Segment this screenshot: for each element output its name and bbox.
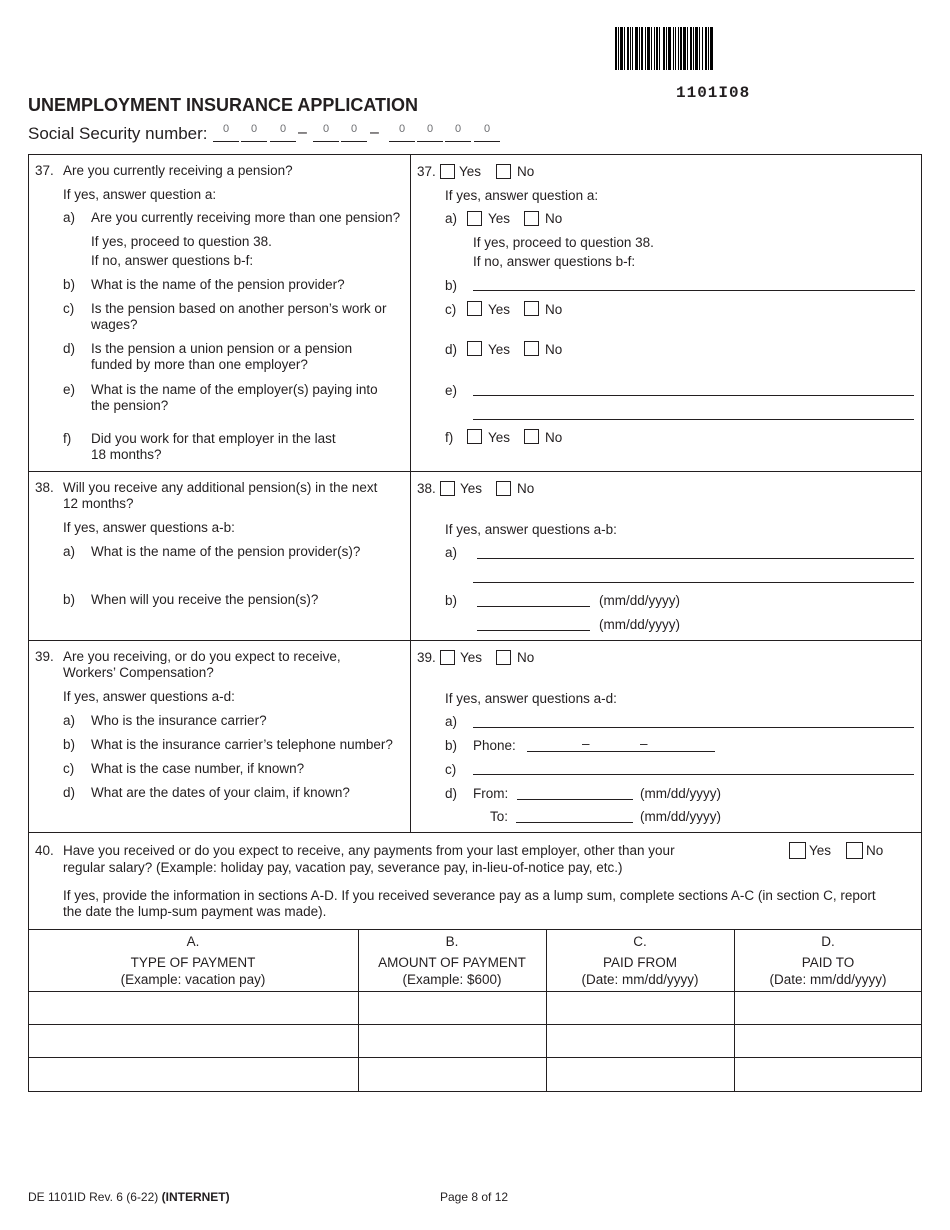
sub-letter: d) [63,785,76,800]
paid-to-cell[interactable] [735,992,921,1024]
q37f-no-checkbox[interactable] [524,429,539,444]
q37d-no-checkbox[interactable] [524,341,539,356]
ssn-digit[interactable]: 0 [389,123,415,142]
column-hint: (Date: mm/dd/yyyy) [581,972,699,987]
paid-to-cell[interactable] [735,1025,921,1057]
column-title: TYPE OF PAYMENT [130,955,256,970]
ssn-label: Social Security number: [28,124,208,143]
instruction: the date the lump-sum payment was made). [63,904,327,919]
paid-to-cell[interactable] [735,1058,921,1091]
sub-letter: e) [63,382,76,397]
yes-label: Yes [459,164,482,179]
column-header-amount [358,933,546,988]
q38a-pension-provider-input-line2[interactable] [473,582,914,583]
type-of-payment-cell[interactable] [29,992,358,1024]
q37a-yes-checkbox[interactable] [467,211,482,226]
q37-no-checkbox[interactable] [496,164,511,179]
date-format-hint: (mm/dd/yyyy) [599,593,680,608]
divider [28,471,922,472]
q37-yes-checkbox[interactable] [440,164,455,179]
no-label: No [545,430,563,445]
sub-letter: a) [63,210,76,225]
sub-letter: d) [445,342,458,357]
sub-question: When will you receive the pension(s)? [91,592,319,607]
question-text: Will you receive any additional pension(s) in the next [63,480,378,495]
note: If yes, proceed to question 38. [91,234,272,249]
column-header-paid-from [546,933,734,988]
q39-no-checkbox[interactable] [496,650,511,665]
footer-form-number [28,1190,230,1204]
form-number: DE 1101ID Rev. 6 (6-22) [28,1190,159,1204]
amount-cell[interactable] [359,1025,546,1057]
to-label: To: [490,809,509,824]
channel-label: (INTERNET) [161,1190,230,1204]
sub-letter: e) [445,383,458,398]
ssn-digit[interactable]: 0 [474,123,500,142]
question-number: 40. [35,843,54,858]
phone-separator: – [582,736,590,751]
type-of-payment-cell[interactable] [29,1058,358,1091]
no-label: No [866,843,884,858]
sub-question: funded by more than one employer? [91,357,308,372]
note: If yes, proceed to question 38. [473,235,654,250]
page-title: UNEMPLOYMENT INSURANCE APPLICATION [28,95,419,115]
sub-letter: a) [63,713,76,728]
question-number: 37. [417,164,436,179]
instruction: If yes, answer question a: [445,188,599,203]
sub-letter: c) [63,761,75,776]
sub-letter: a) [445,211,458,226]
question-number: 38. [35,480,54,495]
sub-question: What are the dates of your claim, if known? [91,785,350,800]
q39d-from-date-input[interactable] [517,799,633,800]
sub-question: Did you work for that employer in the last [91,431,336,446]
sub-letter: b) [63,277,76,292]
note: If no, answer questions b-f: [91,253,254,268]
question-text: Have you received or do you expect to receive, any payments from your last employer, other than your [63,843,675,858]
yes-label: Yes [809,843,832,858]
ssn-digit[interactable]: 0 [313,123,339,142]
sub-letter: b) [63,592,76,607]
instruction: If yes, answer question a: [63,187,217,202]
q37e-employer-input-line2[interactable] [473,419,914,420]
q40-yes-checkbox[interactable] [789,842,806,859]
yes-label: Yes [460,481,483,496]
q37b-pension-provider-input[interactable] [473,290,915,291]
column-title: PAID FROM [603,955,677,970]
divider [28,640,922,641]
date-format-hint: (mm/dd/yyyy) [599,617,680,632]
column-letter: B. [445,934,459,949]
no-label: No [517,481,535,496]
sub-question: What is the name of the employer(s) paying into [91,382,378,397]
q38a-pension-provider-input[interactable] [477,558,914,559]
amount-cell[interactable] [359,992,546,1024]
column-title: PAID TO [801,955,855,970]
sub-question: Is the pension a union pension or a pension [91,341,353,356]
sub-question: What is the name of the pension provider(s)? [91,544,361,559]
divider [28,832,922,833]
q38-no-checkbox[interactable] [496,481,511,496]
instruction: If yes, answer questions a-d: [445,691,617,706]
sub-letter: b) [63,737,76,752]
phone-label: Phone: [473,738,516,753]
sub-letter: b) [445,593,458,608]
no-label: No [517,650,535,665]
column-hint: (Example: vacation pay) [120,972,266,987]
yes-label: Yes [488,211,511,226]
q37d-yes-checkbox[interactable] [467,341,482,356]
question-text: Workers’ Compensation? [63,665,214,680]
q39a-insurance-carrier-input[interactable] [473,727,914,728]
yes-label: Yes [488,342,511,357]
date-format-hint: (mm/dd/yyyy) [640,809,721,824]
paid-from-cell[interactable] [547,1058,734,1091]
instruction: If yes, answer questions a-b: [445,522,617,537]
column-letter: D. [821,934,835,949]
column-title: AMOUNT OF PAYMENT [378,955,526,970]
q38b-date-input[interactable] [477,606,590,607]
sub-question: Are you currently receiving more than one pension? [91,210,401,225]
sub-letter: a) [445,714,458,729]
q40-no-checkbox[interactable] [846,842,863,859]
q39-yes-checkbox[interactable] [440,650,455,665]
sub-question: Who is the insurance carrier? [91,713,267,728]
yes-label: Yes [488,302,511,317]
question-number: 38. [417,481,436,496]
phone-separator: – [640,736,648,751]
column-header-paid-to [734,933,922,988]
question-text: Are you currently receiving a pension? [63,163,293,178]
sub-question: wages? [91,317,138,332]
type-of-payment-cell[interactable] [29,1025,358,1057]
ssn-digit[interactable]: 0 [213,123,239,142]
q39c-case-number-input[interactable] [473,774,914,775]
column-divider [410,154,411,832]
q37a-no-checkbox[interactable] [524,211,539,226]
question-text: Are you receiving, or do you expect to receive, [63,649,341,664]
sub-letter: f) [63,431,72,446]
question-number: 39. [35,649,54,664]
barcode-bar [710,27,713,70]
column-letter: A. [186,934,200,949]
sub-letter: c) [445,302,457,317]
sub-letter: a) [445,545,458,560]
form-code: 1101I08 [676,84,751,102]
ssn-digit[interactable]: 0 [241,123,267,142]
sub-letter: a) [63,544,76,559]
sub-question: the pension? [91,398,169,413]
amount-cell[interactable] [359,1058,546,1091]
from-label: From: [473,786,509,801]
page-indicator: Page 8 of 12 [440,1190,509,1204]
question-number: 39. [417,650,436,665]
yes-label: Yes [460,650,483,665]
sub-question: 18 months? [91,447,162,462]
instruction: If yes, answer questions a-d: [63,689,235,704]
ssn-digit[interactable]: 0 [417,123,443,142]
sub-letter: d) [63,341,76,356]
q37e-employer-input[interactable] [473,395,914,396]
q39b-phone-input[interactable] [527,751,715,752]
q38-yes-checkbox[interactable] [440,481,455,496]
paid-from-cell[interactable] [547,1025,734,1057]
column-hint: (Date: mm/dd/yyyy) [769,972,887,987]
ssn-separator: – [370,124,379,141]
question-text: regular salary? (Example: holiday pay, vacation pay, severance pay, in-lieu-of-notice pay, etc.) [63,860,623,875]
ssn-digit[interactable]: 0 [445,123,471,142]
sub-letter: b) [445,738,458,753]
column-letter: C. [633,934,647,949]
sub-letter: d) [445,786,458,801]
q37f-yes-checkbox[interactable] [467,429,482,444]
ssn-separator: – [298,124,307,141]
date-format-hint: (mm/dd/yyyy) [640,786,721,801]
sub-letter: c) [63,301,75,316]
note: If no, answer questions b-f: [473,254,636,269]
q37c-no-checkbox[interactable] [524,301,539,316]
sub-question: What is the case number, if known? [91,761,305,776]
divider [28,929,922,930]
sub-letter: c) [445,762,457,777]
paid-from-cell[interactable] [547,992,734,1024]
column-hint: (Example: $600) [402,972,502,987]
instruction: If yes, provide the information in sections A-D. If you received severance pay as a lump sum, complete sections A-C (in section C, report [63,888,876,903]
no-label: No [545,302,563,317]
question-text: 12 months? [63,496,134,511]
q39d-to-date-input[interactable] [516,822,633,823]
ssn-digit[interactable]: 0 [270,123,296,142]
sub-letter: f) [445,430,454,445]
barcode [615,27,817,70]
sub-question: What is the insurance carrier’s telephone number? [91,737,393,752]
no-label: No [545,211,563,226]
yes-label: Yes [488,430,511,445]
column-header-type [28,933,358,988]
sub-question: Is the pension based on another person’s work or [91,301,387,316]
q37c-yes-checkbox[interactable] [467,301,482,316]
q38b-date-input-2[interactable] [477,630,590,631]
sub-question: What is the name of the pension provider? [91,277,345,292]
no-label: No [517,164,535,179]
ssn-digit[interactable]: 0 [341,123,367,142]
sub-letter: b) [445,278,458,293]
question-number: 37. [35,163,54,178]
instruction: If yes, answer questions a-b: [63,520,235,535]
no-label: No [545,342,563,357]
